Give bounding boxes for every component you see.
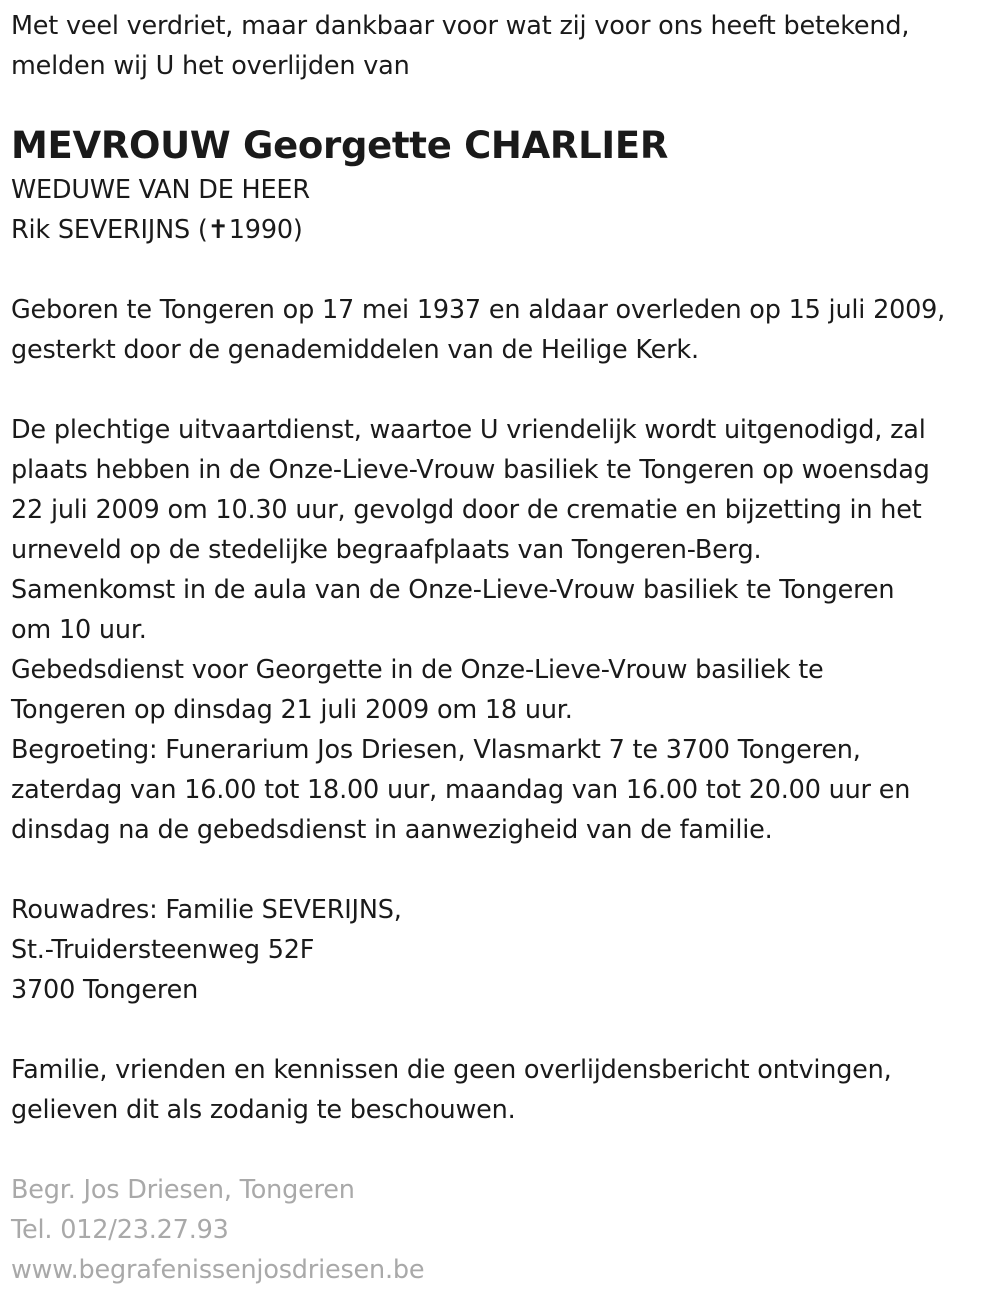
ceremony-line: 22 juli 2009 om 10.30 uur, gevolgd door de crematie en bijzetting in het: [11, 495, 922, 525]
intro-paragraph: [11, 6, 991, 86]
paragraph-spacer: [11, 1010, 991, 1050]
address-line: Rouwadres: Familie SEVERIJNS,: [11, 895, 402, 925]
paragraph-spacer: [11, 250, 991, 290]
deceased-name: MEVROUW Georgette CHARLIER: [11, 124, 669, 167]
ceremony-line: om 10 uur.: [11, 615, 147, 645]
paragraph-spacer: [11, 370, 991, 410]
address-line: St.-Truidersteenweg 52F: [11, 935, 315, 965]
paragraph-spacer: [11, 850, 991, 890]
ceremony-line: Gebedsdienst voor Georgette in de Onze-Lieve-Vrouw basiliek te: [11, 655, 824, 685]
ceremony-line: plaats hebben in de Onze-Lieve-Vrouw basiliek te Tongeren op woensdag: [11, 455, 930, 485]
intro-line: melden wij U het overlijden van: [11, 51, 410, 81]
funeral-home-footer: [11, 1170, 991, 1290]
ceremony-line: dinsdag na de gebedsdienst in aanwezigheid van de familie.: [11, 815, 773, 845]
closing-line: Familie, vrienden en kennissen die geen overlijdensbericht ontvingen,: [11, 1055, 892, 1085]
paragraph-spacer: [11, 1130, 991, 1170]
birth-death-line: gesterkt door de genademiddelen van de Heilige Kerk.: [11, 335, 699, 365]
funeral-home-website: www.begrafenissenjosdriesen.be: [11, 1255, 425, 1285]
intro-line: Met veel verdriet, maar dankbaar voor wat zij voor ons heeft betekend,: [11, 11, 910, 41]
address-line: 3700 Tongeren: [11, 975, 199, 1005]
ceremony-line: Tongeren op dinsdag 21 juli 2009 om 18 uur.: [11, 695, 573, 725]
funeral-home-name: Begr. Jos Driesen, Tongeren: [11, 1175, 355, 1205]
ceremony-line: Begroeting: Funerarium Jos Driesen, Vlasmarkt 7 te 3700 Tongeren,: [11, 735, 861, 765]
obituary-notice: [11, 6, 991, 1290]
ceremony-line: Samenkomst in de aula van de Onze-Lieve-Vrouw basiliek te Tongeren: [11, 575, 895, 605]
ceremony-line: zaterdag van 16.00 tot 18.00 uur, maandag van 16.00 tot 20.00 uur en: [11, 775, 911, 805]
mourning-address: [11, 890, 991, 1010]
birth-death-line: Geboren te Tongeren op 17 mei 1937 en aldaar overleden op 15 juli 2009,: [11, 295, 946, 325]
ceremony-paragraph: [11, 410, 991, 850]
deceased-block: [11, 124, 991, 250]
ceremony-line: De plechtige uitvaartdienst, waartoe U vriendelijk wordt uitgenodigd, zal: [11, 415, 926, 445]
closing-paragraph: [11, 1050, 991, 1130]
closing-line: gelieven dit als zodanig te beschouwen.: [11, 1095, 516, 1125]
widow-line: WEDUWE VAN DE HEER: [11, 175, 310, 205]
funeral-home-phone: Tel. 012/23.27.93: [11, 1215, 229, 1245]
ceremony-line: urneveld op de stedelijke begraafplaats van Tongeren-Berg.: [11, 535, 762, 565]
spouse-line: Rik SEVERIJNS (✝1990): [11, 215, 303, 245]
birth-death-paragraph: [11, 290, 991, 370]
